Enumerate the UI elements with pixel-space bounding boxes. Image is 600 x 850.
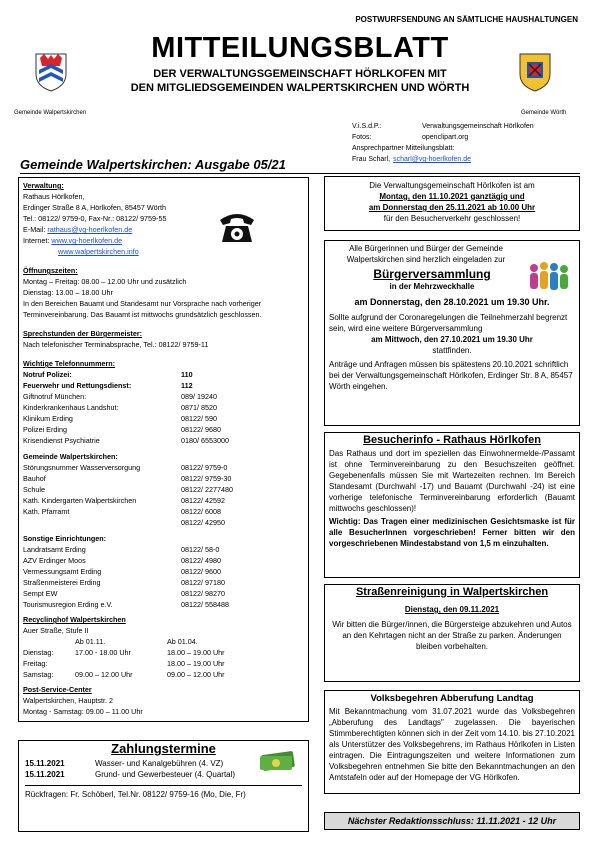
meeting-text: stattfinden. — [432, 346, 472, 355]
address-line: Tel.: 08122/ 9759-0, Fax-Nr.: 08122/ 9759-55 — [23, 214, 167, 223]
payment-date: 15.11.2021 — [25, 759, 65, 768]
phone-name: Landratsamt Erding — [23, 545, 86, 554]
website-link-2[interactable]: www.walpertskirchen.info — [58, 247, 139, 256]
imprint-key: V.i.S.d.P.: — [352, 123, 382, 130]
street-cleaning — [324, 584, 580, 682]
referendum-text: Mit Bekanntmachung vom 31.07.2021 wurde das Volksbegehren „Abberufung des Landtags" zugelassen. Die bayerischen Stimmberechtigten können sich in der Zeit vom 14.10. bis 27.10.2021 als Unterstützer des Volksbegehrens, im Rathaus Hörlkofen in Listen eintragen. Die Eintragungszeiten und weitere Informationen zum Volksbegehren entnehmen Sie bitte den Bekanntmachungen an den Amtstafeln oder auf der Homepage der VG Hörlkofen. — [329, 707, 575, 782]
page-title: MITTEILUNGSBLATT — [151, 32, 449, 64]
meeting-title: Bürgerversammlung — [373, 267, 491, 281]
phone-number: 08122/ 97180 — [181, 578, 225, 587]
section-heading: Öffnungszeiten: — [23, 266, 78, 275]
closure-notice — [324, 176, 580, 231]
recycling-time: 18.00 – 19.00 Uhr — [167, 659, 225, 668]
meeting-text: Sollte aufgrund der Coronaregelungen die Teilnehmerzahl begrenzt sein, wird eine weitere Bürgerversammlung — [329, 313, 568, 333]
imprint — [352, 121, 534, 165]
meeting-date: am Donnerstag, den 28.10.2021 um 19.30 Uhr. — [354, 297, 550, 307]
phone-name: Störungsnummer Wasserversorgung — [23, 463, 141, 472]
divider — [20, 173, 580, 174]
website-link[interactable]: www.vg-hoerlkofen.de — [51, 236, 123, 245]
meeting-deadline: Anträge und Anfragen müssen bis spätestens 20.10.2021 schriftlich bei der Verwaltungsgemeinschaft Hörlkofen, Erdinger Str. 8 A, 85457 Wörth eingehen. — [329, 360, 573, 391]
phone-name: Tourismusregion Erding e.V. — [23, 600, 113, 609]
recycling-day: Freitag: — [23, 659, 48, 668]
phone-name: Kath. Kindergarten Walpertskirchen — [23, 496, 137, 505]
section-heading: Gemeinde Walpertskirchen: — [23, 452, 118, 461]
phone-name: Feuerwehr und Rettungsdienst: — [23, 381, 132, 390]
masthead — [0, 32, 600, 95]
section-heading: Sonstige Einrichtungen: — [23, 534, 107, 543]
recycling-time — [75, 658, 167, 669]
mailing-note: POSTWURFSENDUNG AN SÄMTLICHE HAUSHALTUNGEN — [355, 15, 578, 24]
payment-text: Wasser- und Kanalgebühren (4. VZ) — [95, 759, 224, 768]
hours-note: In den Bereichen Bauamt und Standesamt nur Vorsprache nach vorheriger Terminvereinbarung. Das Bauamt ist mittwochs grundsätzlich geschlossen. — [23, 299, 262, 319]
phone-number: 08122/ 4980 — [181, 556, 221, 565]
phone-number: 08122/ 58-0 — [181, 545, 220, 554]
address-line: Rathaus Hörlkofen, — [23, 192, 85, 201]
phone-name: Notruf Polizei: — [23, 370, 72, 379]
crest-left-caption: Gemeinde Walpertskirchen — [14, 110, 87, 116]
phone-name: AZV Erdinger Moos — [23, 556, 86, 565]
recycling-col-head: Ab 01.04. — [167, 637, 198, 646]
phone-number: 110 — [181, 370, 193, 379]
imprint-key: Fotos: — [352, 134, 372, 141]
payment-dates-title: Zahlungstermine — [111, 741, 216, 756]
hours-line: Dienstag: 13.00 – 18.00 Uhr — [23, 288, 113, 297]
info-box — [18, 177, 309, 722]
visitor-info-text: Das Rathaus und dort im speziellen das Einwohnermelde-/Passamt ist ohne Terminvereinbarung zu den Besuchszeiten geöffnet. Gegebenenfalls müssen Sie mit Wartezeiten rechnen. Im Bereich Standesamt (Durchwahl -17) und Bauamt (Durchwahl -24) ist eine vorherige telefonische Terminvereinbarung erforderlich (Bauamt mittwochs geschlossen)! — [329, 449, 575, 513]
section-heading: Post-Service-Center — [23, 685, 92, 694]
closure-line: für den Besucherverkehr geschlossen! — [383, 214, 521, 223]
phone-number: 08122/ 9600 — [181, 567, 221, 576]
post-hours: Montag - Samstag: 09.00 – 11.00 Uhr — [23, 707, 143, 716]
referendum-title: Volksbegehren Abberufung Landtag — [370, 693, 534, 704]
meeting-date-2: am Mittwoch, den 27.10.2021 um 19.30 Uhr — [371, 335, 533, 344]
recycling-address: Auer Straße, Stufe II — [23, 626, 89, 635]
phone-number: 08122/ 9680 — [181, 425, 221, 434]
imprint-email-link[interactable]: scharl@vg-hoerlkofen.de — [393, 156, 472, 163]
meeting-place: in der Mehrzweckhalle — [389, 282, 475, 291]
closure-line: Die Verwaltungsgemeinschaft Hörlkofen ist am — [369, 181, 535, 190]
phone-number: 08122/ 590 — [181, 414, 217, 423]
phone-number: 08122/ 558488 — [181, 600, 229, 609]
mayor-hours: Nach telefonischer Terminabsprache, Tel.: 08122/ 9759-11 — [23, 340, 209, 349]
next-deadline: Nächster Redaktionsschluss: 11.11.2021 - 12 Uhr — [324, 812, 580, 830]
email-label: E-Mail: — [23, 225, 46, 234]
recycling-day: Samstag: — [23, 670, 54, 679]
section-heading: Recyclinghof Walpertskirchen — [23, 615, 126, 624]
section-heading: Verwaltung: — [23, 181, 64, 190]
phone-name: Kath. Pfarramt — [23, 507, 70, 516]
street-cleaning-text: Wir bitten die Bürger/innen, die Bürgersteige abzukehren und Autos an den Kehrtagen nicht an der Straße zu parken. Änderungen bleiben vorbehalten. — [332, 620, 572, 651]
recycling-col-head: Ab 01.11. — [75, 637, 106, 646]
internet-label: Internet: — [23, 236, 50, 245]
phone-name: Klinikum Erding — [23, 414, 73, 423]
hours-line: Montag – Freitag: 08.00 – 12.00 Uhr und zusätzlich — [23, 277, 187, 286]
phone-number: 112 — [181, 381, 193, 390]
phone-number: 089/ 19240 — [181, 392, 217, 401]
visitor-info-title: Besucherinfo - Rathaus Hörlkofen — [363, 434, 541, 446]
phone-name: Vermessungsamt Erding — [23, 567, 102, 576]
email-link[interactable]: rathaus@vg-hoerlkofen.de — [47, 225, 133, 234]
phone-name: Krisendienst Psychiatrie — [23, 436, 100, 445]
people-icon — [525, 259, 573, 297]
visitor-info — [324, 432, 580, 578]
referendum — [324, 690, 580, 794]
crest-right-caption: Gemeinde Wörth — [521, 110, 567, 116]
address-line: Erdinger Straße 8 A, Hörlkofen, 85457 Wörth — [23, 203, 167, 212]
phone-number: 08122/ 42592 — [181, 496, 225, 505]
imprint-value: openclipart.org — [422, 134, 469, 141]
recycling-time: 09.00 – 12.00 Uhr — [167, 670, 225, 679]
phone-number: 08122/ 9759-0 — [181, 463, 228, 472]
phone-number: 08122/ 2277480 — [181, 485, 233, 494]
closure-date-2: am Donnerstag den 25.11.2021 ab 10.00 Uhr — [368, 203, 536, 212]
recycling-time: 18.00 – 19.00 Uhr — [167, 648, 225, 657]
payment-text: Grund- und Gewerbesteuer (4. Quartal) — [95, 770, 236, 779]
post-address: Walpertskirchen, Hauptstr. 2 — [23, 696, 114, 705]
payment-date: 15.11.2021 — [25, 770, 65, 779]
payment-dates-box — [18, 740, 309, 832]
section-heading: Wichtige Telefonnummern: — [23, 359, 116, 368]
edition-title: Gemeinde Walpertskirchen: Ausgabe 05/21 — [20, 157, 286, 172]
section-heading: Sprechstunden der Bürgermeister: — [23, 329, 143, 338]
phone-number: 08122/ 6008 — [181, 507, 221, 516]
citizens-meeting — [324, 240, 580, 426]
recycling-time: 09.00 – 12.00 Uhr — [75, 670, 133, 679]
phone-number: 0180/ 6553000 — [181, 436, 229, 445]
subtitle-line-1: DER VERWALTUNGSGEMEINSCHAFT HÖRLKOFEN MIT — [153, 68, 447, 80]
closure-date-1: Montag, den 11.10.2021 ganztägig und — [379, 192, 525, 201]
phone-name: Sempt EW — [23, 589, 58, 598]
money-icon — [258, 747, 298, 773]
imprint-key: Frau Scharl, — [352, 156, 391, 163]
imprint-value: Verwaltungsgemeinschaft Hörlkofen — [422, 123, 534, 130]
recycling-time: 17.00 - 18.00 Uhr — [75, 648, 131, 657]
phone-number: 08122/ 98270 — [181, 589, 225, 598]
street-cleaning-title: Straßenreinigung in Walpertskirchen — [355, 586, 549, 598]
imprint-key: Ansprechpartner Mitteilungsblatt: — [352, 145, 455, 152]
visitor-info-mask: Wichtig: Das Tragen einer medizinischen Gesichtsmaske ist für alle BesucherInnen vorgeschrieben! Ferner bitten wir den vorgeschriebenen Mindestabstand von 1,5 m einzuhalten. — [329, 517, 575, 548]
meeting-intro: Alle Bürgerinnen und Bürger der Gemeinde Walpertskirchen sind herzlich eingeladen zur — [346, 244, 506, 264]
phone-name: Straßenmeisterei Erding — [23, 578, 101, 587]
recycling-day: Dienstag: — [23, 648, 54, 657]
payment-contact: Rückfragen: Fr. Schöberl, Tel.Nr. 08122/ 9759-16 (Mo, Die, Fr) — [25, 785, 302, 800]
phone-name: Polizei Erding — [23, 425, 67, 434]
phone-number: 0871/ 8520 — [181, 403, 217, 412]
telephone-icon — [217, 210, 257, 244]
phone-number: 08122/ 9759-30 — [181, 474, 232, 483]
phone-name: Kinderkrankenhaus Landshut: — [23, 403, 119, 412]
subtitle-line-2: DEN MITGLIEDSGEMEINDEN WALPERTSKIRCHEN UND WÖRTH — [130, 82, 470, 94]
phone-number: 08122/ 42950 — [181, 518, 225, 527]
phone-name: Schule — [23, 485, 45, 494]
street-cleaning-date: Dienstag, den 09.11.2021 — [404, 605, 500, 614]
phone-name: Giftnotruf München: — [23, 392, 87, 401]
phone-name: Bauhof — [23, 474, 46, 483]
